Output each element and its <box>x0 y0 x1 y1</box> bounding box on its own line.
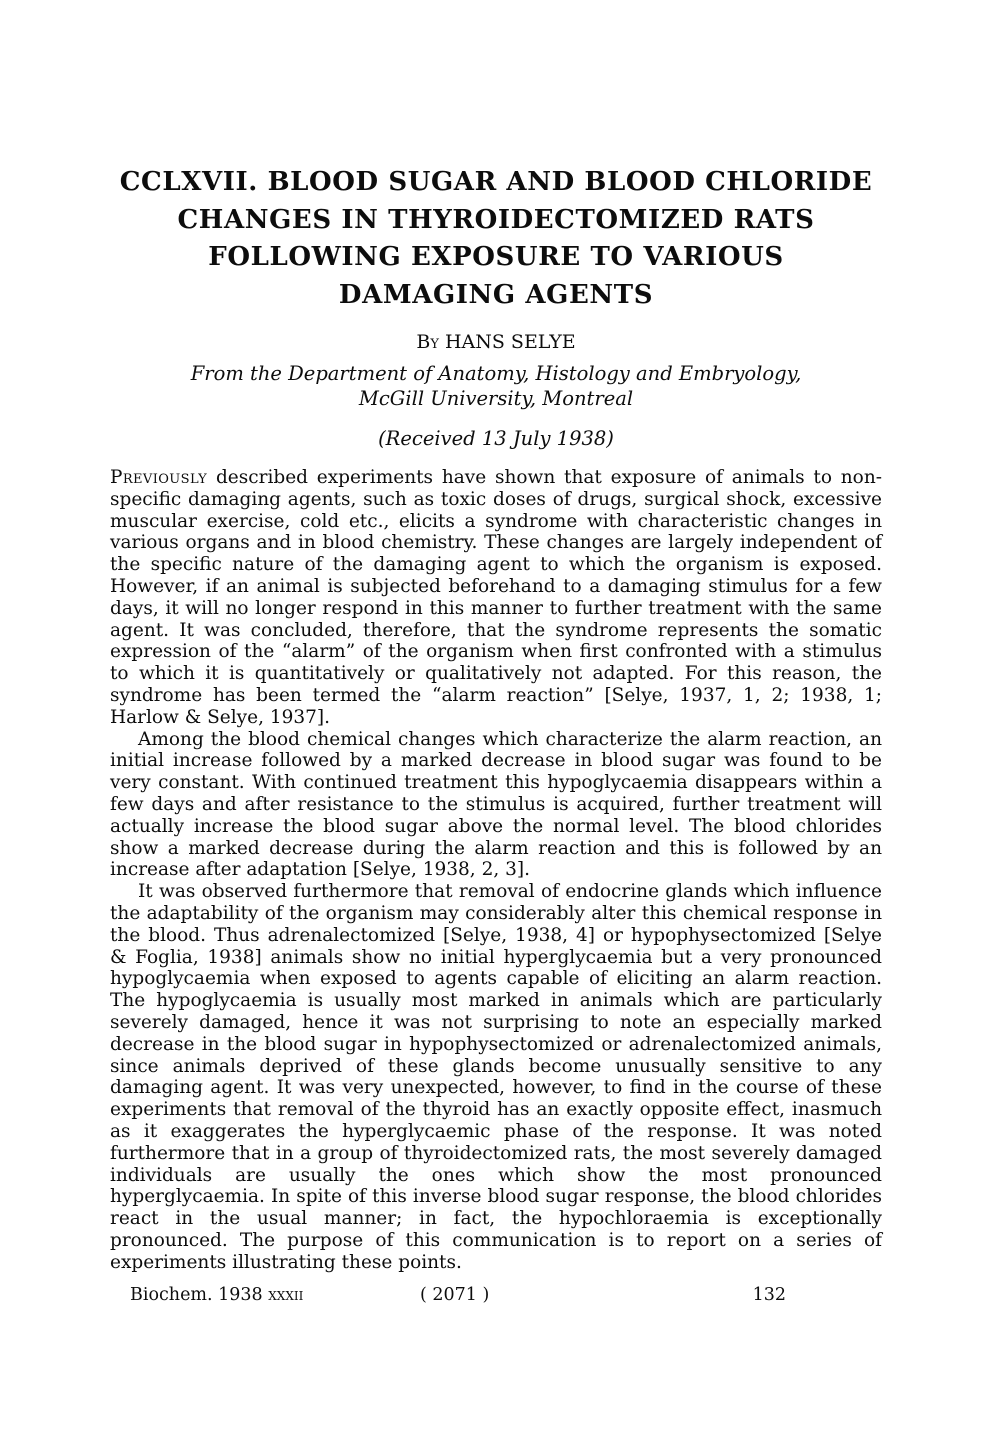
affiliation-line-1: From the Department of Anatomy, Histology and Embryology, <box>190 362 802 385</box>
received-date-line: (Received 13 July 1938) <box>378 427 614 450</box>
paragraph-1-text: described experiments have shown that exposure of animals to non-specific damaging agents, such as toxic doses of drugs, surgical shock, excessive muscular exercise, cold etc., elicits a syndrome with characteristic changes in various organs and in blood chemistry. These changes are largely independent of the specific nature of the damaging agent to which the organism is exposed. However, if an animal is subjected beforehand to a damaging stimulus for a few days, it will no longer respond in this manner to further treatment with the same agent. It was concluded, therefore, that the syndrome represents the somatic expression of the “alarm” of the organism when first confronted with a stimulus to which it is quantitatively or qualitatively not adapted. For this reason, the syndrome has been termed the “alarm reaction” [Selye, 1937, 1, 2; 1938, 1; Harlow & Selye, 1937]. <box>110 467 882 728</box>
title-line-4: DAMAGING AGENTS <box>338 279 654 310</box>
author-name: HANS SELYE <box>444 331 576 353</box>
title-line-3: FOLLOWING EXPOSURE TO VARIOUS <box>208 242 784 272</box>
journal-volume-line <box>130 1285 303 1305</box>
paragraph-1 <box>110 467 882 729</box>
byline-prefix: By <box>416 331 439 353</box>
affiliation-line-2: McGill University, Montreal <box>358 387 634 410</box>
article-title <box>110 164 882 314</box>
journal-name: Biochem. 1938 <box>130 1285 263 1306</box>
title-line-2: CHANGES IN THYROIDECTOMIZED RATS <box>177 204 815 235</box>
paragraph-2: Among the blood chemical changes which characterize the alarm reaction, an initial increase followed by a marked decrease in blood sugar was found to be very constant. With continued treatment this hypoglycaemia disappears within a few days and after resistance to the stimulus is acquired, further treatment will actually increase the blood sugar above the normal level. The blood chlorides show a marked decrease during the alarm reaction and this is followed by an increase after adaptation [Selye, 1938, 2, 3]. <box>110 728 882 881</box>
page-footer <box>110 1285 882 1311</box>
paragraph-3: It was observed furthermore that removal of endocrine glands which influence the adaptability of the organism may considerably alter this chemical response in the blood. Thus adrenalectomized [Selye, 1938, 4] or hypophysectomized [Selye & Foglia, 1938] animals show no initial hyperglycaemia but a very pronounced hypoglycaemia when exposed to agents capable of eliciting an alarm reaction. The hypoglycaemia is usually most marked in animals which are particularly severely damaged, hence it was not surprising to note an especially marked decrease in the blood sugar in hypophysectomized or adrenalectomized animals, since animals deprived of these glands become unusually sensitive to any damaging agent. It was very unexpected, however, to find in the course of these experiments that removal of the thyroid has an exactly opposite effect, inasmuch as it exaggerates the hyperglycaemic phase of the response. It was noted furthermore that in a group of thyroidectomized rats, the most severely damaged individuals are usually the ones which show the most pronounced hyperglycaemia. In spite of this inverse blood sugar response, the blood chlorides react in the usual manner; in fact, the hypochloraemia is exceptionally pronounced. The purpose of this communication is to report on a series of experiments illustrating these points. <box>110 881 882 1273</box>
article-body <box>110 467 882 1273</box>
page-number: ( 2071 ) <box>420 1285 490 1306</box>
paragraph-1-lead-word: Previously <box>110 467 208 488</box>
title-line-1: CCLXVII. BLOOD SUGAR AND BLOOD CHLORIDE <box>119 167 873 197</box>
signature-number: 132 <box>752 1285 786 1306</box>
journal-volume: xxxii <box>268 1285 304 1306</box>
byline <box>110 331 882 353</box>
affiliation <box>110 361 882 411</box>
paper-page <box>110 0 882 1311</box>
